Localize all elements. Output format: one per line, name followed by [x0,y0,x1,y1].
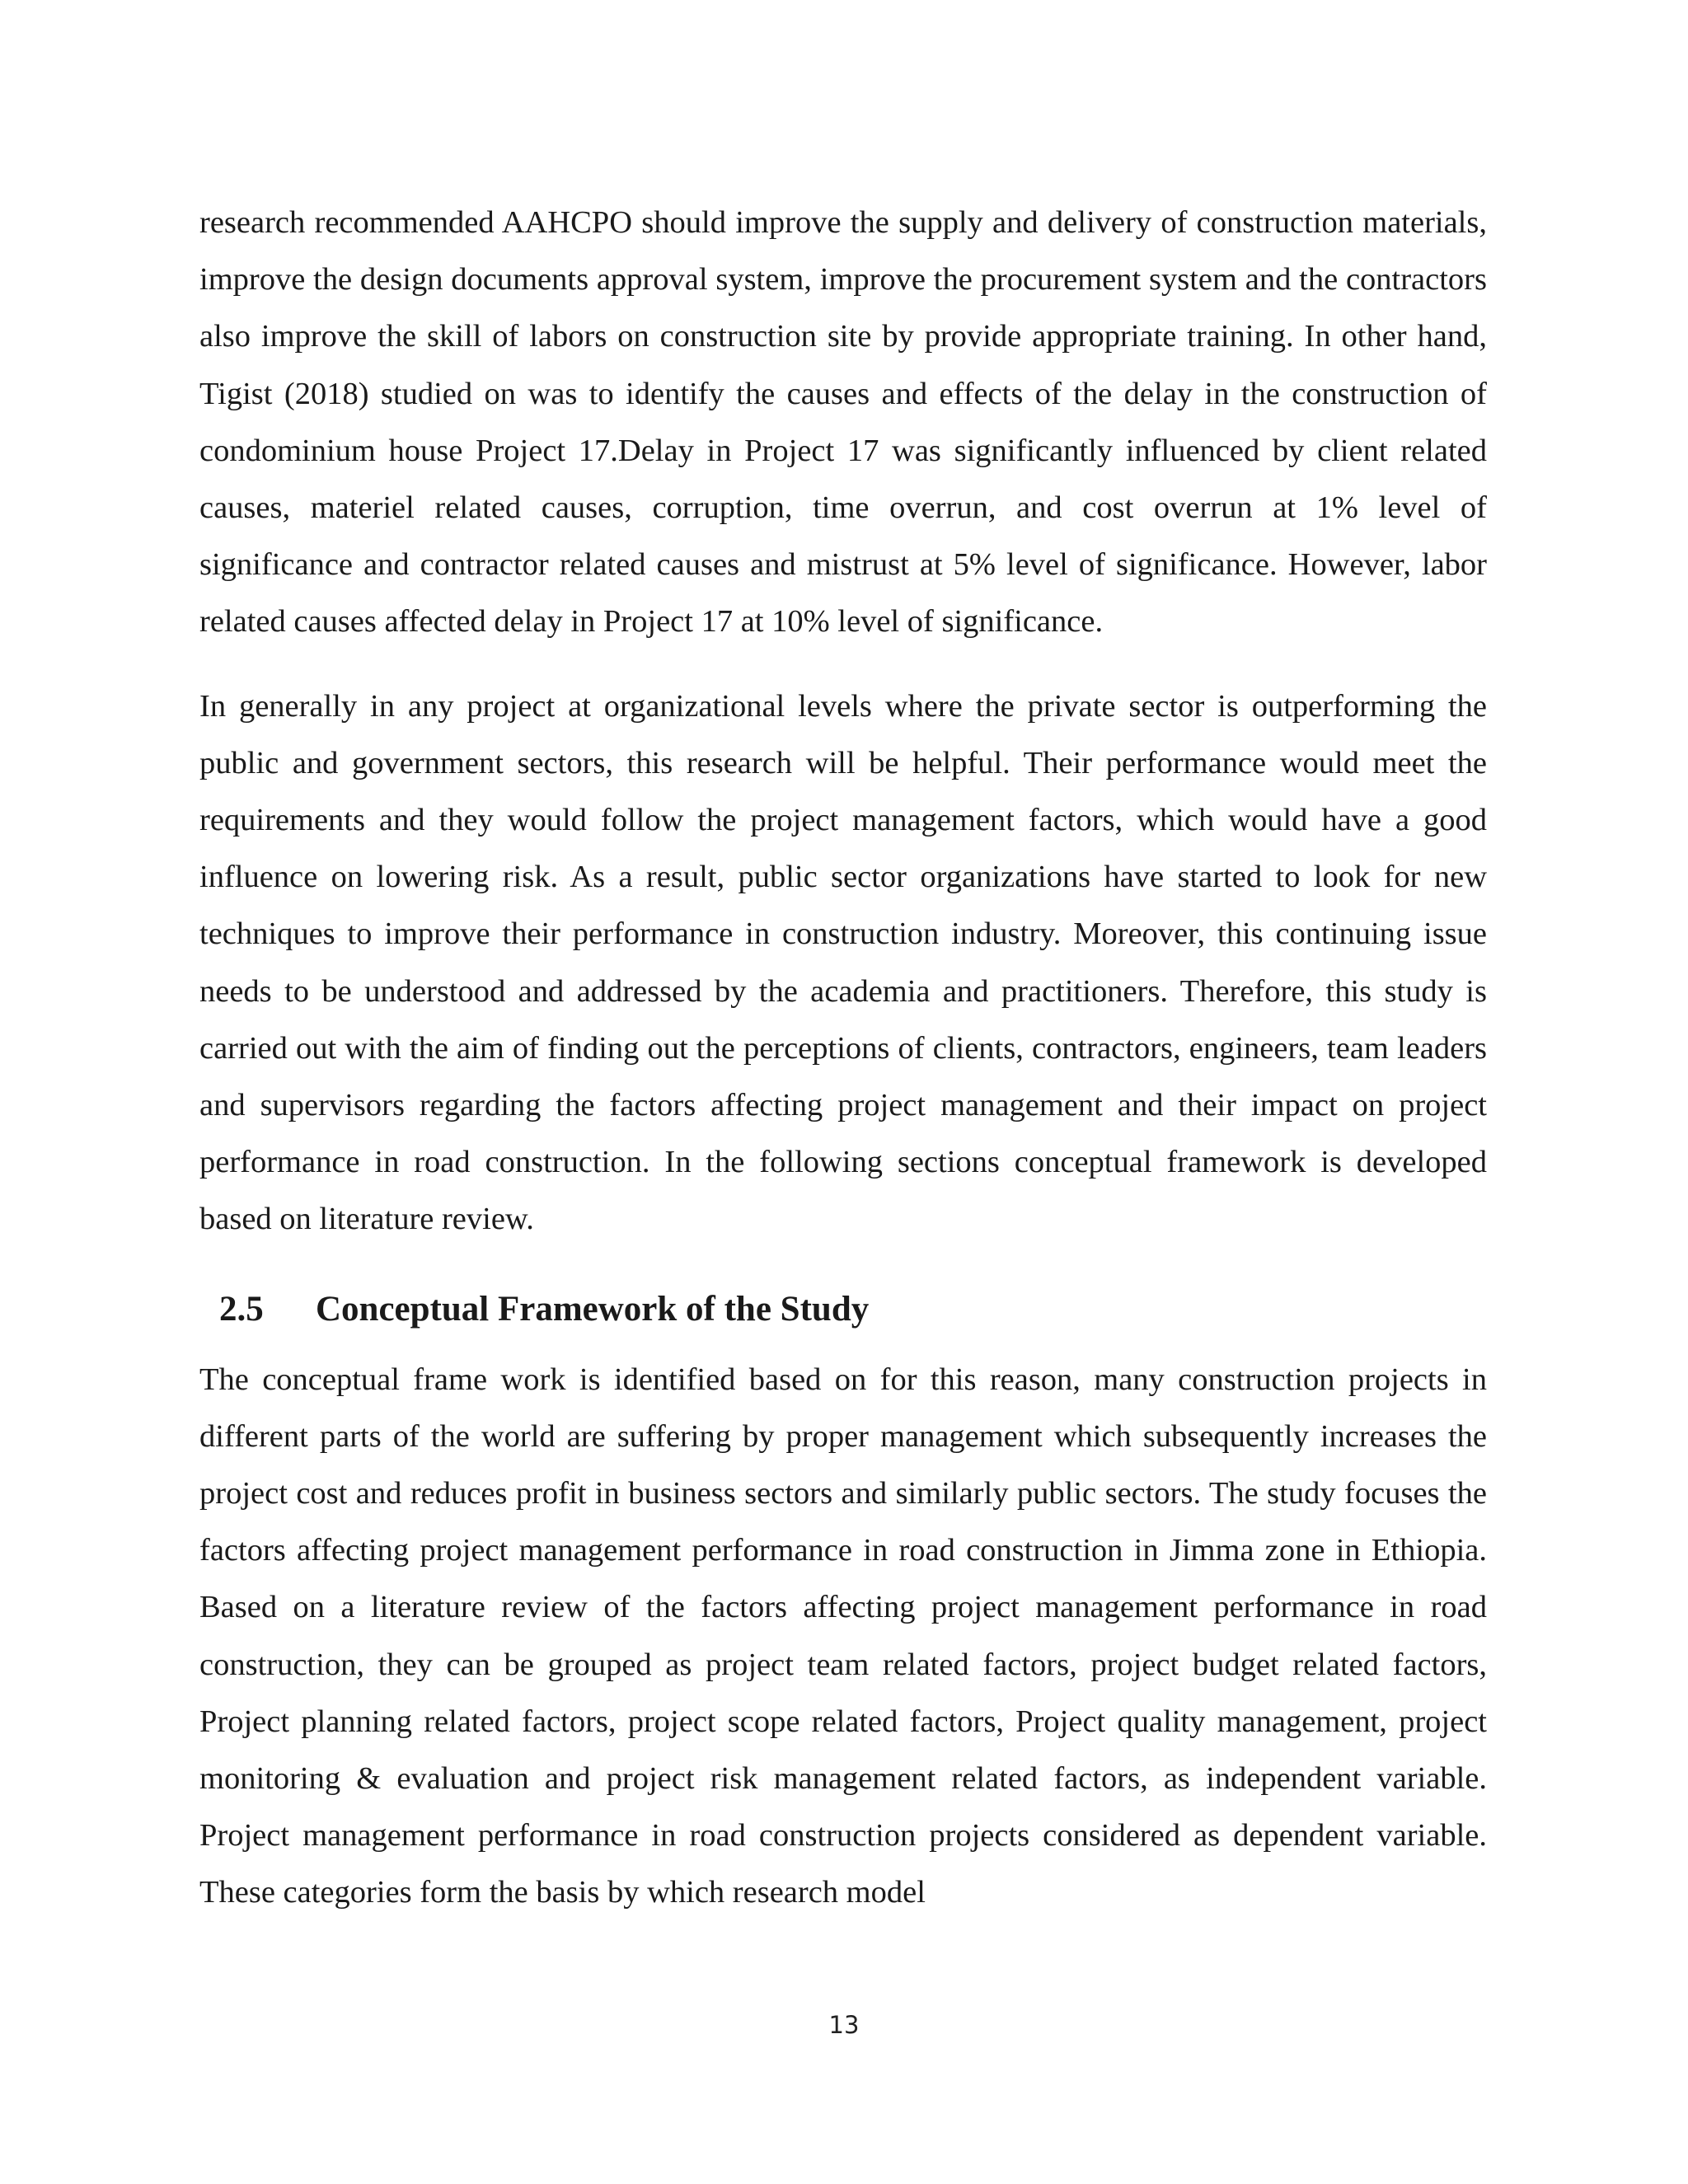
body-paragraph-1: research recommended AAHCPO should improve the supply and delivery of construction materials, improve the design documents approval system, improve the procurement system and the contractors also improve the skill of labors on construction site by provide appropriate training. In other hand, Tigist (2018) studied on was to identify the causes and effects of the delay in the construction of condominium house Project 17.Delay in Project 17 was significantly influenced by client related causes, materiel related causes, corruption, time overrun, and cost overrun at 1% level of significance and contractor related causes and mistrust at 5% level of significance. However, labor related causes affected delay in Project 17 at 10% level of significance. [199,205,1487,640]
section-heading [199,1269,1487,1350]
document-page [199,194,1487,1922]
section-number: 2.5 [219,1289,264,1329]
page-number: 13 [828,2011,860,2039]
body-paragraph-2: In generally in any project at organizational levels where the private sector is outperforming the public and government sectors, this research will be helpful. Their performance would meet the requirements and they would follow the project management factors, which would have a good influence on lowering risk. As a result, public sector organizations have started to look for new techniques to improve their performance in construction industry. Moreover, this continuing issue needs to be understood and addressed by the academia and practitioners. Therefore, this study is carried out with the aim of finding out the perceptions of clients, contractors, engineers, team leaders and supervisors regarding the factors affecting project management and their impact on project performance in road construction. In the following sections conceptual framework is developed based on literature review. [199,688,1487,1237]
section-title: Conceptual Framework of the Study [316,1289,870,1329]
body-paragraph-3: The conceptual frame work is identified based on for this reason, many construction projects in different parts of the world are suffering by proper management which subsequently increases the project cost and reduces profit in business sectors and similarly public sectors. The study focuses the factors affecting project management performance in road construction in Jimma zone in Ethiopia. Based on a literature review of the factors affecting project management performance in road construction, they can be grouped as project team related factors, project budget related factors, Project planning related factors, project scope related factors, Project quality management, project monitoring & evaluation and project risk management related factors, as independent variable. Project management performance in road construction projects considered as dependent variable. These categories form the basis by which research model [199,1361,1487,1910]
